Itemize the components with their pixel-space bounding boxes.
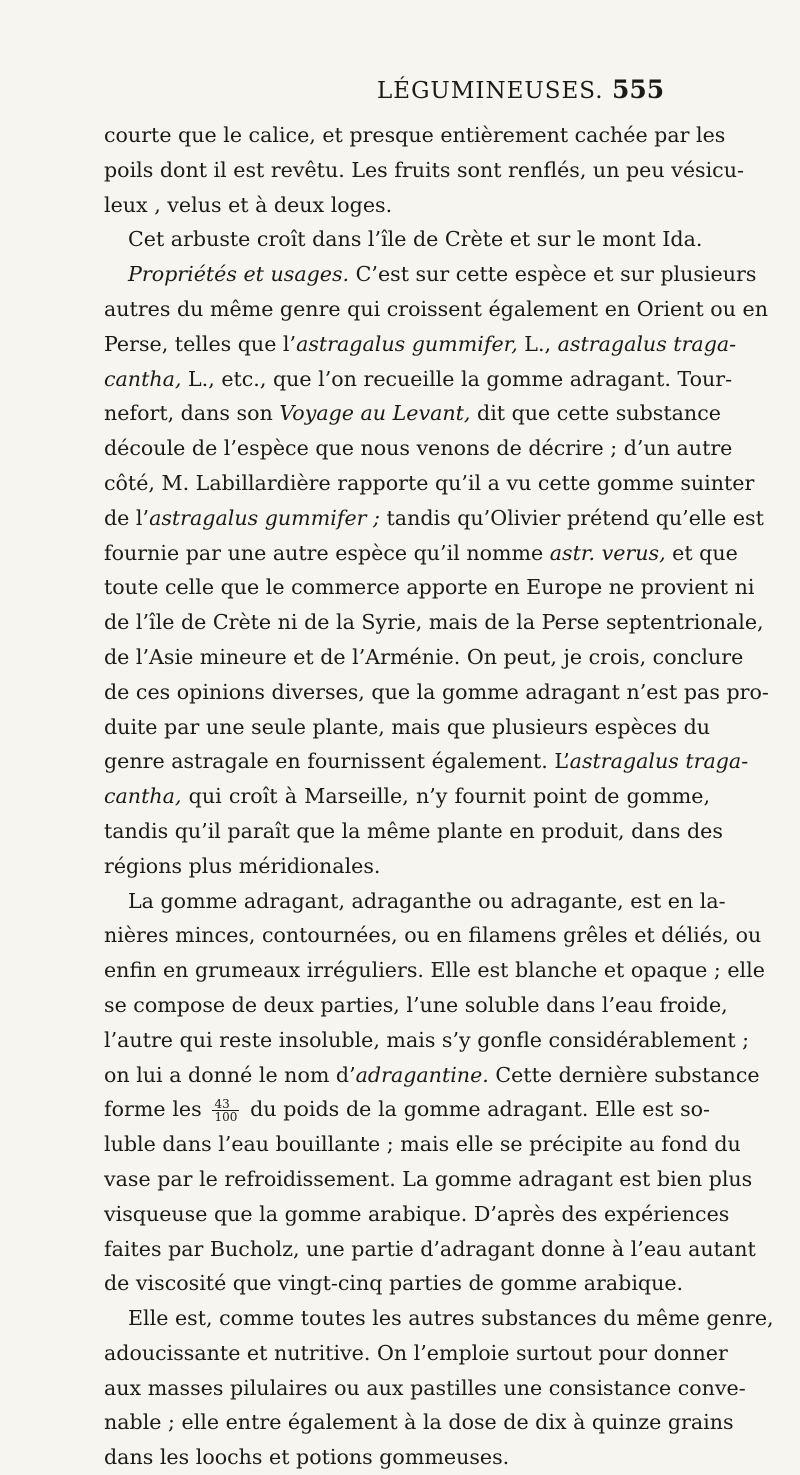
text-line	[104, 501, 764, 536]
text-line	[104, 153, 744, 188]
text-line	[104, 1336, 728, 1371]
text-segment: Cette dernière substance	[488, 1062, 760, 1087]
text-segment: adoucissante et nutritive. On l’emploie surtout pour donner	[104, 1340, 728, 1365]
text-line	[104, 570, 755, 605]
text-line	[104, 814, 723, 849]
text-line	[104, 605, 764, 640]
text-segment: leux , velus et à deux loges.	[104, 192, 393, 217]
text-segment: faites par Bucholz, une partie d’adragant donne à l’eau autant	[104, 1236, 756, 1261]
text-segment: régions plus méridionales.	[104, 853, 381, 878]
text-segment: de l’île de Crète ni de la Syrie, mais de la Perse septentrionale,	[104, 610, 764, 635]
italic-text: astr. verus,	[549, 540, 666, 565]
text-segment: toute celle que le commerce apporte en Europe ne provient ni	[104, 575, 755, 600]
text-segment: La gomme adragant, adraganthe ou adragante, est en la-	[128, 888, 726, 913]
italic-text: Voyage au Levant,	[279, 401, 471, 426]
text-segment: tandis qu’il paraît que la même plante en produit, dans des	[104, 818, 723, 843]
text-segment: de ces opinions diverses, que la gomme adragant n’est pas pro-	[104, 679, 769, 704]
text-line	[104, 431, 733, 466]
page-number: 555	[612, 75, 665, 104]
text-segment: visqueuse que la gomme arabique. D’après des expériences	[104, 1201, 730, 1226]
text-segment: enfin en grumeaux irréguliers. Elle est blanche et opaque ; elle	[104, 958, 765, 983]
text-segment: du poids de la gomme adragant. Elle est so-	[243, 1097, 711, 1122]
fraction	[212, 1098, 239, 1123]
text-segment: fournie par une autre espèce qu’il nomme	[104, 540, 550, 565]
italic-text: cantha,	[104, 366, 182, 391]
italic-text: astragalus gummifer,	[296, 331, 518, 356]
text-segment: et que	[665, 540, 738, 565]
italic-text: adragantine.	[355, 1062, 489, 1087]
text-segment: de l’Asie mineure et de l’Arménie. On peut, je crois, conclure	[104, 644, 744, 669]
text-line	[104, 953, 765, 988]
text-segment: Perse, telles que l’	[104, 331, 297, 356]
text-line	[104, 1197, 730, 1232]
text-segment: qui croît à Marseille, n’y fournit point de gomme,	[181, 784, 710, 809]
text-line	[104, 918, 762, 953]
text-line	[104, 849, 710, 884]
page-header	[0, 75, 800, 111]
text-line	[104, 884, 726, 919]
text-line	[104, 188, 710, 223]
text-line	[104, 710, 710, 745]
text-line	[104, 675, 769, 710]
text-segment: Elle est, comme toutes les autres substances du même genre,	[128, 1306, 774, 1331]
text-line	[104, 327, 737, 362]
running-title: LÉGUMINEUSES.	[377, 78, 604, 104]
text-segment: autres du même genre qui croissent également en Orient ou en	[104, 296, 768, 321]
text-segment: courte que le calice, et presque entièrement cachée par les	[104, 123, 726, 147]
text-line	[104, 779, 710, 814]
fraction-denominator: 100	[214, 1110, 238, 1125]
text-line	[104, 1371, 746, 1406]
text-segment: nable ; elle entre également à la dose de dix à quinze grains	[104, 1410, 734, 1435]
italic-text: Propriétés et usages.	[128, 262, 350, 287]
text-segment: côté, M. Labillardière rapporte qu’il a vu cette gomme suinter	[104, 470, 755, 495]
text-line	[104, 1266, 710, 1301]
text-segment: nefort, dans son	[104, 401, 280, 426]
text-segment: dit que cette substance	[470, 401, 721, 426]
text-segment: l’autre qui reste insoluble, mais s’y gonfle considérablement ;	[104, 1027, 750, 1052]
text-segment: Cet arbuste croît dans l’île de Crète et sur le mont Ida.	[128, 227, 703, 252]
text-line	[104, 222, 710, 257]
text-segment: forme les	[104, 1097, 209, 1122]
text-line	[104, 744, 749, 779]
text-line	[104, 466, 755, 501]
text-line	[104, 1023, 750, 1058]
text-segment: on lui a donné le nom d’	[104, 1062, 356, 1087]
text-line	[104, 1127, 741, 1162]
text-line	[104, 988, 728, 1023]
text-line	[104, 257, 757, 292]
fraction-numerator: 43	[212, 1098, 239, 1111]
italic-text: astragalus traga-	[557, 331, 737, 356]
text-segment: poils dont il est revêtu. Les fruits sont renflés, un peu vésicu-	[104, 157, 744, 182]
text-segment: découle de l’espèce que nous venons de décrire ; d’un autre	[104, 436, 733, 461]
text-line	[104, 1162, 753, 1197]
text-segment: vase par le refroidissement. La gomme adragant est bien plus	[104, 1166, 753, 1191]
text-segment: genre astragale en fournissent également. L’	[104, 749, 570, 774]
italic-text: astragalus gummifer ;	[149, 505, 380, 530]
text-segment: de l’	[104, 505, 150, 530]
text-line	[104, 536, 738, 571]
text-segment: C’est sur cette espèce et sur plusieurs	[349, 262, 757, 287]
text-line	[104, 1405, 734, 1440]
text-line	[104, 362, 733, 397]
text-segment: tandis qu’Olivier prétend qu’elle est	[379, 505, 764, 530]
text-segment: L.,	[517, 331, 558, 356]
text-segment: de viscosité que vingt-cinq parties de gomme arabique.	[104, 1271, 684, 1296]
text-line	[104, 396, 721, 431]
text-segment: dans les loochs et potions gommeuses.	[104, 1445, 510, 1470]
text-line	[104, 118, 726, 153]
text-segment: se compose de deux parties, l’une soluble dans l’eau froide,	[104, 992, 728, 1017]
text-segment: L., etc., que l’on recueille la gomme adragant. Tour-	[181, 366, 733, 391]
text-line	[104, 292, 768, 327]
italic-text: cantha,	[104, 784, 182, 809]
text-segment: nières minces, contournées, ou en filamens grêles et déliés, ou	[104, 923, 762, 948]
text-line	[104, 1058, 760, 1093]
text-segment: aux masses pilulaires ou aux pastilles une consistance conve-	[104, 1375, 746, 1400]
text-line	[104, 1301, 774, 1336]
italic-text: astragalus traga-	[569, 749, 749, 774]
text-line	[104, 1232, 756, 1267]
body-text	[104, 118, 774, 1475]
text-line	[104, 1440, 710, 1475]
text-line	[104, 640, 744, 675]
text-segment: luble dans l’eau bouillante ; mais elle se précipite au fond du	[104, 1132, 741, 1157]
text-segment: duite par une seule plante, mais que plusieurs espèces du	[104, 714, 711, 739]
text-line	[104, 1092, 710, 1127]
